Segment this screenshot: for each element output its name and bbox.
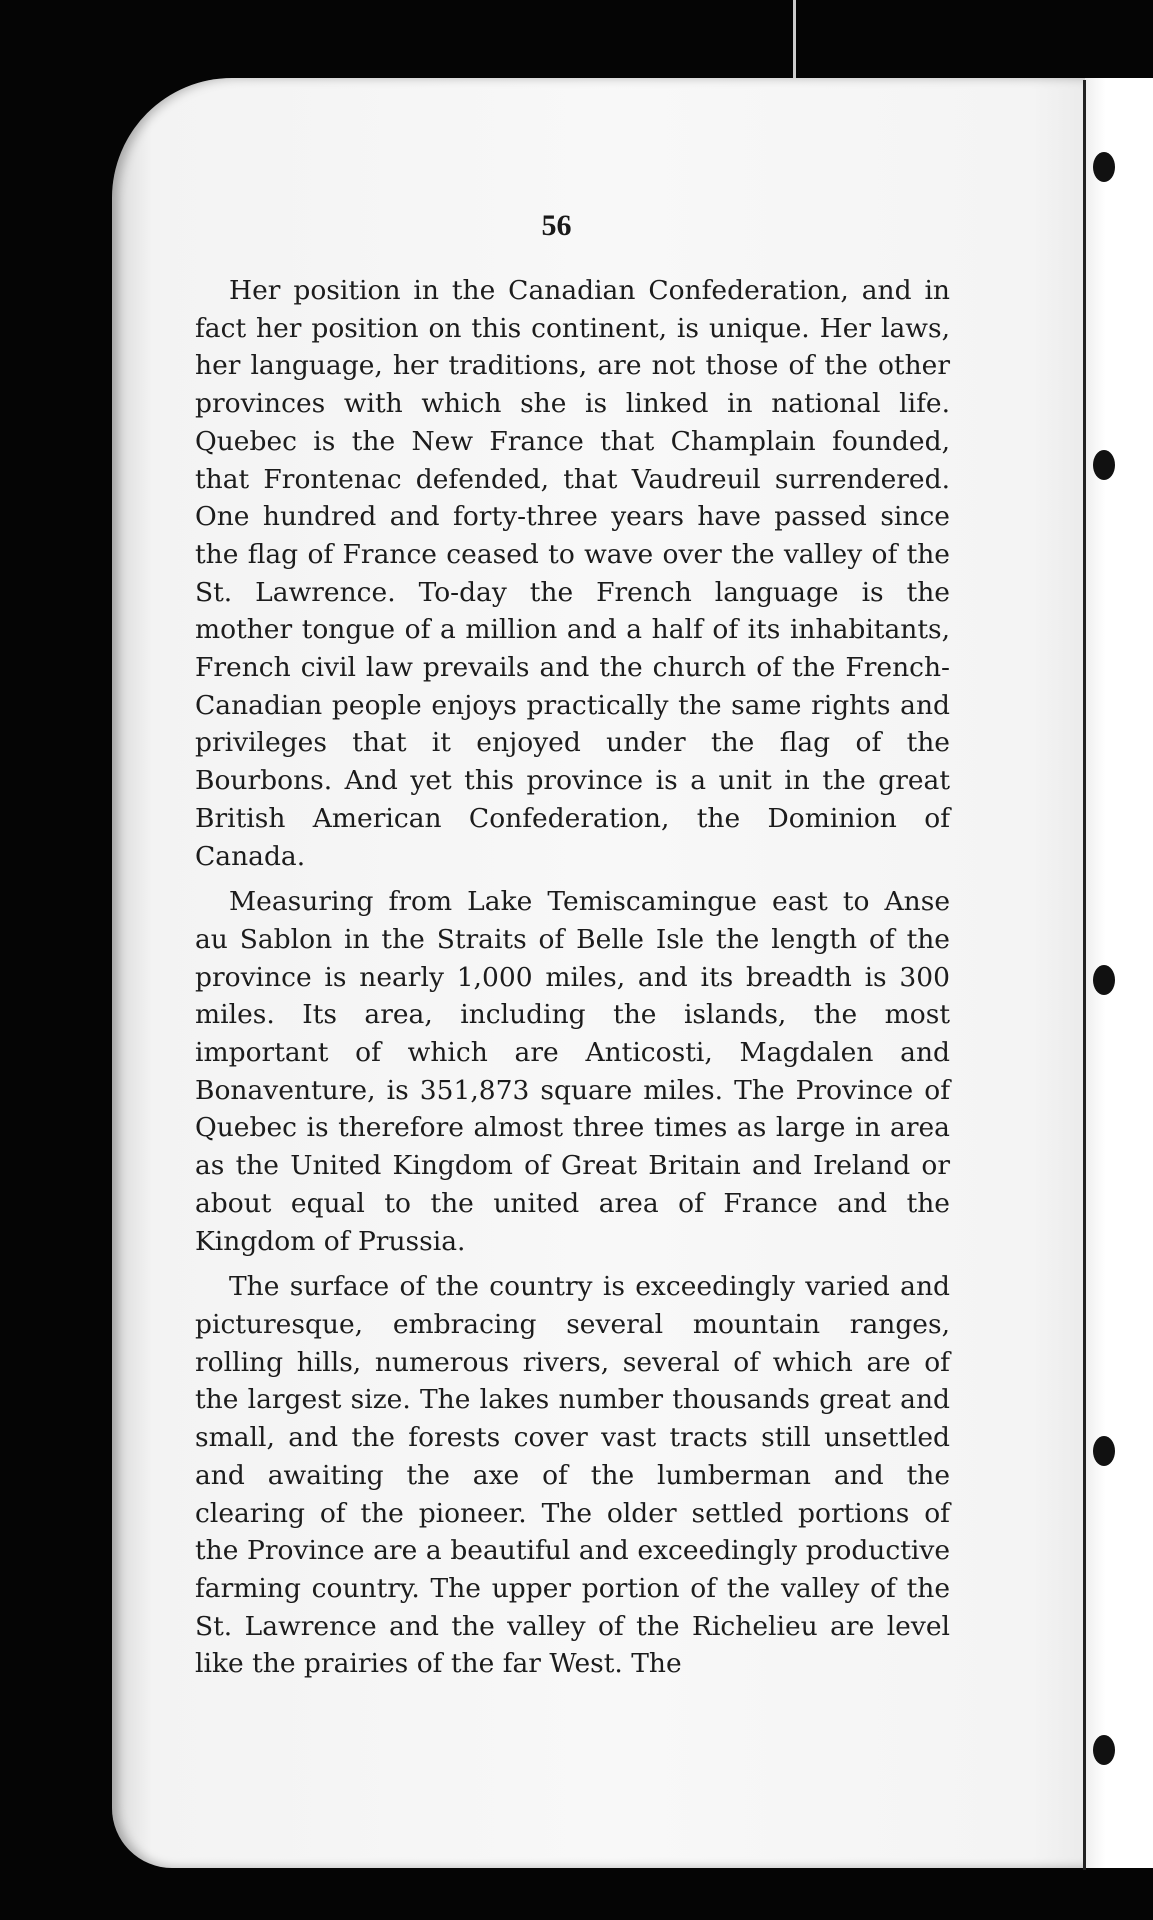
page-number: 56 <box>541 209 572 242</box>
binding-hole-icon <box>1093 1436 1115 1466</box>
paragraph: Measuring from Lake Temiscamingue east to Anse au Sablon in the Straits of Belle Isle the length of the province is nearly 1,000 miles, and its breadth is 300 miles. Its area, including the islands, the most important of which are Anticosti, Magdalen and Bonaventure, is 351,873 square miles. The Province of Quebec is therefore almost three times as large in area as the United Kingdom of Great Britain and Ireland or about equal to the united area of France and the Kingdom of Prussia. <box>195 886 950 1257</box>
body-text <box>195 272 950 1683</box>
binding-hole-icon <box>1093 965 1115 995</box>
binding-hole-icon <box>1093 1735 1115 1765</box>
paragraph: The surface of the country is exceedingly varied and picturesque, embracing several mountain ranges, rolling hills, numerous rivers, several of which are of the largest size. The lakes number thousands great and small, and the forests cover vast tracts still unsettled and awaiting the axe of the lumberman and the clearing of the pioneer. The older settled portions of the Province are a beautiful and exceedingly productive farming country. The upper portion of the valley of the St. Lawrence and the valley of the Richelieu are level like the prairies of the far West. The <box>195 1271 950 1680</box>
paragraph: Her position in the Canadian Confederation, and in fact her position on this continent, is unique. Her laws, her language, her traditions, are not those of the other provinces with which she is linked in national life. Quebec is the New France that Champlain founded, that Frontenac defended, that Vaudreuil surrendered. One hundred and forty-three years have passed since the flag of France ceased to wave over the valley of the St. Lawrence. To-day the French language is the mother tongue of a million and a half of its inhabitants, French civil law prevails and the church of the French-Canadian people enjoys practically the same rights and privileges that it enjoyed under the flag of the Bourbons. And yet this province is a unit in the great British American Confederation, the Dominion of Canada. <box>195 275 950 872</box>
page-edge-line <box>1083 80 1086 1870</box>
binding-hole-icon <box>1093 152 1115 182</box>
binding-hole-icon <box>1093 450 1115 480</box>
